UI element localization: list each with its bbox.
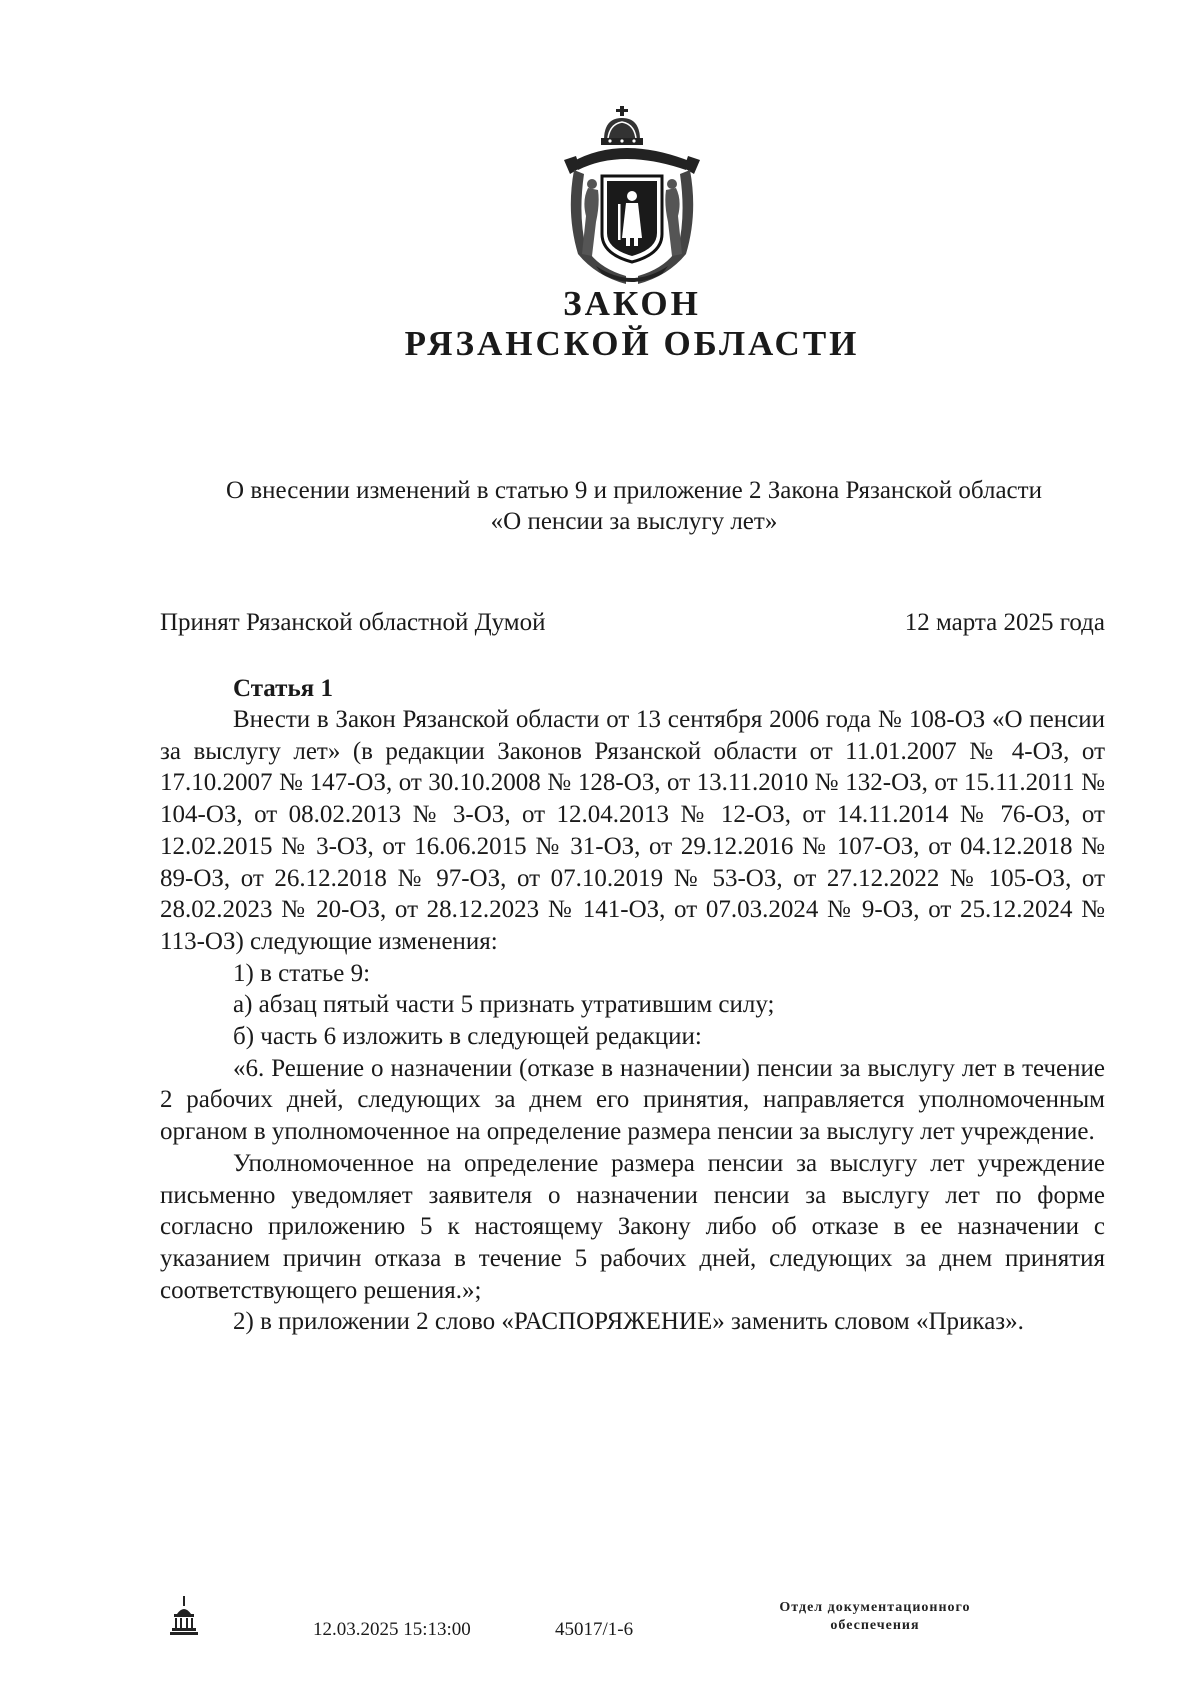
body-paragraph: а) абзац пятый части 5 признать утратившим силу;: [233, 991, 775, 1019]
law-title-line2: РЯЗАНСКОЙ ОБЛАСТИ: [404, 324, 860, 363]
stamp-line2: обеспечения: [830, 1618, 920, 1633]
stamp-line1: Отдел документационного: [779, 1600, 971, 1615]
law-subject-line1: О внесении изменений в статью 9 и приложение 2 Закона Рязанской области: [226, 477, 1042, 504]
law-subject: [150, 475, 1118, 537]
law-title: [0, 284, 1200, 364]
department-stamp: [735, 1599, 1015, 1635]
adopted-date: 12 марта 2025 года: [904, 609, 1105, 636]
body-paragraph: Внести в Закон Рязанской области от 13 сентября 2006 года № 108-ОЗ «О пенсии за выслугу лет» (в редакции Законов Рязанской области от 11.01.2007 № 4-ОЗ, от 17.10.2007 № 147-ОЗ, от 30.10.2008 № 128-ОЗ, от 13.11.2010 № 132-ОЗ, от 15.11.2011 № 104-ОЗ, от 08.02.2013 № 3-ОЗ, от 12.04.2013 № 12-ОЗ, от 14.11.2014 № 76-ОЗ, от 12.02.2015 № 3-ОЗ, от 16.06.2015 № 31-ОЗ, от 29.12.2016 № 107-ОЗ, от 04.12.2018 № 89-ОЗ, от 26.12.2018 № 97-ОЗ, от 07.10.2019 № 53-ОЗ, от 27.12.2022 № 105-ОЗ, от 28.02.2023 № 20-ОЗ, от 28.12.2023 № 141-ОЗ, от 07.03.2024 № 9-ОЗ, от 25.12.2024 № 113-ОЗ) следующие изменения:: [160, 706, 1105, 955]
coat-of-arms-icon: [552, 104, 712, 290]
body-paragraph: 1) в статье 9:: [233, 959, 371, 987]
body-paragraph: «6. Решение о назначении (отказе в назначении) пенсии за выслугу лет в течение 2 рабочих дней, следующих за днем его принятия, направляется уполномоченным органом в уполномоченное на определение размера пенсии за выслугу лет учреждение.: [160, 1054, 1105, 1146]
building-icon: [170, 1594, 198, 1638]
adopted-by: Принят Рязанской областной Думой: [160, 609, 546, 636]
law-title-line1: ЗАКОН: [563, 284, 701, 323]
registration-number: 45017/1-6: [555, 1619, 634, 1640]
registration-datetime: 12.03.2025 15:13:00: [313, 1619, 471, 1640]
body-paragraph: 2) в приложении 2 слово «РАСПОРЯЖЕНИЕ» заменить словом «Приказ».: [233, 1308, 1024, 1336]
article-heading: Статья 1: [233, 675, 333, 702]
body-paragraph: б) часть 6 изложить в следующей редакции:: [233, 1023, 702, 1051]
law-subject-line2: «О пенсии за выслугу лет»: [490, 508, 778, 535]
body-paragraph: Уполномоченное на определение размера пенсии за выслугу лет учреждение письменно уведомляет заявителя о назначении пенсии за выслугу лет по форме согласно приложению 5 к настоящему Закону либо об отказе в ее назначении с указанием причин отказа в течение 5 рабочих дней, следующих за днем принятия соответствующего решения.»;: [160, 1149, 1105, 1304]
article-body: [160, 704, 1105, 1338]
adoption-line: [160, 607, 1105, 638]
